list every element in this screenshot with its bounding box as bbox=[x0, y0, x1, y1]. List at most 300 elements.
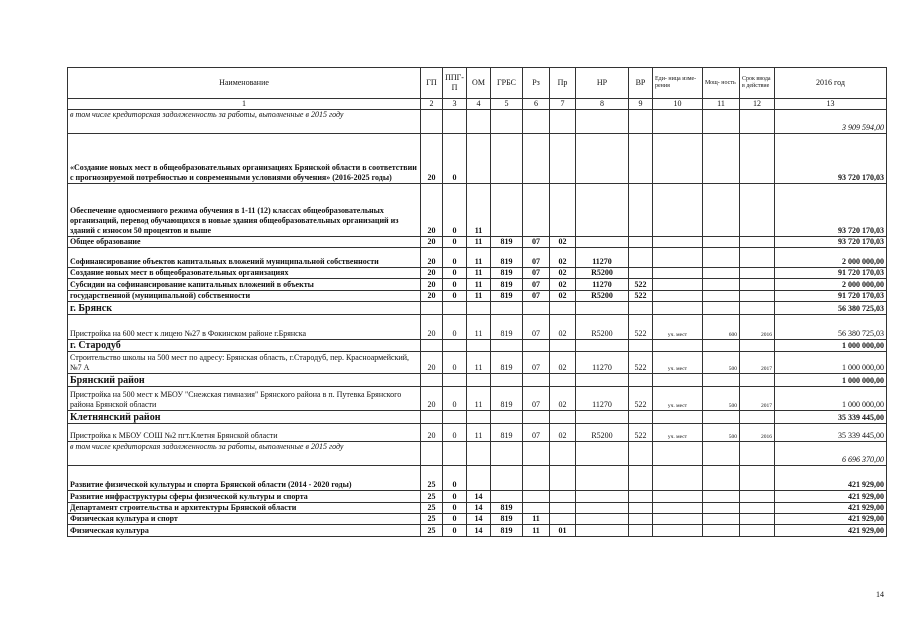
pr-cell: 02 bbox=[550, 315, 576, 340]
grbs-cell bbox=[491, 302, 523, 315]
row-name: в том числе кредиторская задолженность за работы, выполненные в 2015 году bbox=[68, 110, 421, 134]
pr-cell: 02 bbox=[550, 387, 576, 411]
sum-cell: 3 909 594,00 bbox=[775, 110, 887, 134]
grbs-cell: 819 bbox=[491, 237, 523, 248]
grbs-cell: 819 bbox=[491, 248, 523, 268]
nr-cell bbox=[576, 302, 629, 315]
gp-cell: 20 bbox=[421, 237, 443, 248]
om-cell bbox=[467, 110, 491, 134]
table-row bbox=[68, 503, 887, 514]
nr-cell bbox=[576, 525, 629, 537]
pr-cell: 02 bbox=[550, 268, 576, 279]
nr-cell: R5200 bbox=[576, 268, 629, 279]
vr-cell: 522 bbox=[629, 279, 653, 291]
vr-cell: 522 bbox=[629, 352, 653, 374]
rz-cell: 07 bbox=[523, 291, 550, 302]
rz-cell: 07 bbox=[523, 248, 550, 268]
sum-cell: 1 000 000,00 bbox=[775, 374, 887, 387]
ppgp-cell bbox=[443, 110, 467, 134]
sum-cell: 91 720 170,03 bbox=[775, 291, 887, 302]
unit-cell bbox=[653, 503, 703, 514]
table-row bbox=[68, 514, 887, 525]
om-cell: 11 bbox=[467, 268, 491, 279]
unit-cell bbox=[653, 110, 703, 134]
gp-cell: 20 bbox=[421, 184, 443, 237]
col-number: 5 bbox=[491, 99, 523, 110]
grbs-cell: 819 bbox=[491, 503, 523, 514]
unit-cell bbox=[653, 525, 703, 537]
vr-cell bbox=[629, 503, 653, 514]
capacity-cell bbox=[703, 466, 740, 491]
col-number: 4 bbox=[467, 99, 491, 110]
rz-cell bbox=[523, 134, 550, 184]
om-cell: 11 bbox=[467, 424, 491, 442]
om-cell: 11 bbox=[467, 279, 491, 291]
nr-cell: R5200 bbox=[576, 315, 629, 340]
pr-cell bbox=[550, 503, 576, 514]
nr-cell bbox=[576, 110, 629, 134]
sum-cell: 56 380 725,03 bbox=[775, 302, 887, 315]
rz-cell bbox=[523, 491, 550, 503]
col-number: 7 bbox=[550, 99, 576, 110]
table-row bbox=[68, 248, 887, 268]
deadline-cell: 2017 bbox=[740, 387, 775, 411]
capacity-cell bbox=[703, 291, 740, 302]
sum-cell: 421 929,00 bbox=[775, 525, 887, 537]
pr-cell: 01 bbox=[550, 525, 576, 537]
pr-cell bbox=[550, 134, 576, 184]
nr-cell bbox=[576, 442, 629, 466]
om-cell bbox=[467, 302, 491, 315]
rz-cell: 07 bbox=[523, 279, 550, 291]
vr-cell bbox=[629, 110, 653, 134]
table-row bbox=[68, 237, 887, 248]
row-name: Создание новых мест в общеобразовательных организациях bbox=[68, 268, 421, 279]
table-row bbox=[68, 268, 887, 279]
unit-cell bbox=[653, 466, 703, 491]
nr-cell bbox=[576, 514, 629, 525]
rz-cell bbox=[523, 340, 550, 352]
deadline-cell: 2017 bbox=[740, 352, 775, 374]
unit-cell bbox=[653, 134, 703, 184]
nr-cell bbox=[576, 491, 629, 503]
nr-cell: R5200 bbox=[576, 424, 629, 442]
ppgp-cell: 0 bbox=[443, 279, 467, 291]
unit-cell bbox=[653, 237, 703, 248]
ppgp-cell: 0 bbox=[443, 514, 467, 525]
sum-cell: 1 000 000,00 bbox=[775, 387, 887, 411]
pr-cell bbox=[550, 110, 576, 134]
gp-cell bbox=[421, 340, 443, 352]
gp-cell: 20 bbox=[421, 315, 443, 340]
gp-cell: 20 bbox=[421, 424, 443, 442]
nr-cell bbox=[576, 134, 629, 184]
unit-cell bbox=[653, 374, 703, 387]
ppgp-cell: 0 bbox=[443, 184, 467, 237]
rz-cell bbox=[523, 442, 550, 466]
nr-cell bbox=[576, 411, 629, 424]
sum-cell: 1 000 000,00 bbox=[775, 352, 887, 374]
rz-cell: 11 bbox=[523, 525, 550, 537]
capacity-cell bbox=[703, 411, 740, 424]
col-grbs-header: ГРБС bbox=[491, 68, 523, 99]
grbs-cell bbox=[491, 491, 523, 503]
table-row bbox=[68, 525, 887, 537]
grbs-cell bbox=[491, 442, 523, 466]
om-cell: 11 bbox=[467, 248, 491, 268]
grbs-cell: 819 bbox=[491, 424, 523, 442]
nr-cell: 11270 bbox=[576, 387, 629, 411]
rz-cell: 11 bbox=[523, 514, 550, 525]
gp-cell: 20 bbox=[421, 291, 443, 302]
budget-table bbox=[67, 67, 887, 537]
deadline-cell bbox=[740, 340, 775, 352]
col-number: 12 bbox=[740, 99, 775, 110]
col-number: 9 bbox=[629, 99, 653, 110]
vr-cell: 522 bbox=[629, 315, 653, 340]
table-row bbox=[68, 340, 887, 352]
row-name: г. Брянск bbox=[68, 302, 421, 315]
deadline-cell bbox=[740, 184, 775, 237]
grbs-cell bbox=[491, 374, 523, 387]
sum-cell: 2 000 000,00 bbox=[775, 279, 887, 291]
row-name: Физическая культура bbox=[68, 525, 421, 537]
deadline-cell bbox=[740, 302, 775, 315]
col-nr-header: НР bbox=[576, 68, 629, 99]
vr-cell bbox=[629, 340, 653, 352]
capacity-cell bbox=[703, 110, 740, 134]
sum-cell: 91 720 170,03 bbox=[775, 268, 887, 279]
ppgp-cell: 0 bbox=[443, 387, 467, 411]
capacity-cell bbox=[703, 442, 740, 466]
unit-cell: уч. мест bbox=[653, 315, 703, 340]
capacity-cell bbox=[703, 248, 740, 268]
pr-cell bbox=[550, 184, 576, 237]
om-cell: 14 bbox=[467, 514, 491, 525]
pr-cell: 02 bbox=[550, 291, 576, 302]
row-name: Софинансирование объектов капитальных вложений муниципальной собственности bbox=[68, 248, 421, 268]
vr-cell bbox=[629, 514, 653, 525]
deadline-cell bbox=[740, 491, 775, 503]
capacity-cell bbox=[703, 514, 740, 525]
deadline-cell bbox=[740, 110, 775, 134]
vr-cell bbox=[629, 184, 653, 237]
row-name: Пристройка на 600 мест к лицею №27 в Фокинском районе г.Брянска bbox=[68, 315, 421, 340]
sum-cell: 421 929,00 bbox=[775, 514, 887, 525]
ppgp-cell: 0 bbox=[443, 268, 467, 279]
deadline-cell bbox=[740, 134, 775, 184]
unit-cell bbox=[653, 340, 703, 352]
rz-cell: 07 bbox=[523, 315, 550, 340]
unit-cell bbox=[653, 514, 703, 525]
row-name: г. Стародуб bbox=[68, 340, 421, 352]
om-cell bbox=[467, 374, 491, 387]
rz-cell bbox=[523, 411, 550, 424]
unit-cell bbox=[653, 268, 703, 279]
pr-cell bbox=[550, 514, 576, 525]
deadline-cell bbox=[740, 411, 775, 424]
table-row bbox=[68, 491, 887, 503]
om-cell bbox=[467, 340, 491, 352]
grbs-cell: 819 bbox=[491, 291, 523, 302]
table-row bbox=[68, 442, 887, 466]
table-row bbox=[68, 302, 887, 315]
gp-cell: 25 bbox=[421, 491, 443, 503]
col-gp-header: ГП bbox=[421, 68, 443, 99]
deadline-cell bbox=[740, 279, 775, 291]
capacity-cell bbox=[703, 340, 740, 352]
col-number: 13 bbox=[775, 99, 887, 110]
col-number: 1 bbox=[68, 99, 421, 110]
om-cell: 11 bbox=[467, 237, 491, 248]
capacity-cell bbox=[703, 525, 740, 537]
rz-cell bbox=[523, 302, 550, 315]
grbs-cell: 819 bbox=[491, 315, 523, 340]
table-row bbox=[68, 315, 887, 340]
ppgp-cell: 0 bbox=[443, 525, 467, 537]
nr-cell bbox=[576, 503, 629, 514]
table-row bbox=[68, 291, 887, 302]
vr-cell: 522 bbox=[629, 291, 653, 302]
sum-cell: 93 720 170,03 bbox=[775, 134, 887, 184]
col-year-header: 2016 год bbox=[775, 68, 887, 99]
rz-cell: 07 bbox=[523, 268, 550, 279]
vr-cell bbox=[629, 237, 653, 248]
ppgp-cell: 0 bbox=[443, 466, 467, 491]
om-cell: 11 bbox=[467, 352, 491, 374]
ppgp-cell: 0 bbox=[443, 237, 467, 248]
deadline-cell bbox=[740, 514, 775, 525]
sum-cell: 35 339 445,00 bbox=[775, 424, 887, 442]
pr-cell: 02 bbox=[550, 237, 576, 248]
table-row bbox=[68, 411, 887, 424]
col-number: 3 bbox=[443, 99, 467, 110]
capacity-cell: 500 bbox=[703, 352, 740, 374]
col-unit-header: Еди- ница изме- рения bbox=[653, 68, 703, 99]
vr-cell bbox=[629, 491, 653, 503]
unit-cell bbox=[653, 184, 703, 237]
deadline-cell: 2016 bbox=[740, 424, 775, 442]
table-row bbox=[68, 466, 887, 491]
deadline-cell bbox=[740, 525, 775, 537]
om-cell: 11 bbox=[467, 184, 491, 237]
col-vr-header: ВР bbox=[629, 68, 653, 99]
ppgp-cell: 0 bbox=[443, 248, 467, 268]
gp-cell: 20 bbox=[421, 268, 443, 279]
deadline-cell bbox=[740, 442, 775, 466]
grbs-cell: 819 bbox=[491, 268, 523, 279]
unit-cell bbox=[653, 248, 703, 268]
gp-cell: 20 bbox=[421, 387, 443, 411]
pr-cell bbox=[550, 466, 576, 491]
col-deadline-header: Срок ввода в действие bbox=[740, 68, 775, 99]
table-row bbox=[68, 110, 887, 134]
row-name: Департамент строительства и архитектуры Брянской области bbox=[68, 503, 421, 514]
sum-cell: 2 000 000,00 bbox=[775, 248, 887, 268]
table-row bbox=[68, 279, 887, 291]
pr-cell bbox=[550, 374, 576, 387]
ppgp-cell bbox=[443, 442, 467, 466]
gp-cell: 20 bbox=[421, 248, 443, 268]
capacity-cell bbox=[703, 268, 740, 279]
capacity-cell: 500 bbox=[703, 424, 740, 442]
vr-cell bbox=[629, 248, 653, 268]
row-name: Развитие физической культуры и спорта Брянской области (2014 - 2020 годы) bbox=[68, 466, 421, 491]
om-cell bbox=[467, 466, 491, 491]
table-row bbox=[68, 424, 887, 442]
capacity-cell bbox=[703, 503, 740, 514]
table-row bbox=[68, 387, 887, 411]
col-capacity-header: Мощ- ность bbox=[703, 68, 740, 99]
pr-cell: 02 bbox=[550, 424, 576, 442]
col-number: 11 bbox=[703, 99, 740, 110]
row-name: Общее образование bbox=[68, 237, 421, 248]
sum-cell: 35 339 445,00 bbox=[775, 411, 887, 424]
pr-cell bbox=[550, 302, 576, 315]
capacity-cell bbox=[703, 279, 740, 291]
nr-cell bbox=[576, 340, 629, 352]
col-pr-header: Пр bbox=[550, 68, 576, 99]
grbs-cell: 819 bbox=[491, 514, 523, 525]
deadline-cell bbox=[740, 248, 775, 268]
gp-cell: 25 bbox=[421, 525, 443, 537]
grbs-cell bbox=[491, 110, 523, 134]
nr-cell: 11270 bbox=[576, 352, 629, 374]
row-name: Брянский район bbox=[68, 374, 421, 387]
gp-cell bbox=[421, 411, 443, 424]
nr-cell: 11270 bbox=[576, 279, 629, 291]
capacity-cell bbox=[703, 491, 740, 503]
col-name-header: Наименование bbox=[68, 68, 421, 99]
pr-cell: 02 bbox=[550, 279, 576, 291]
grbs-cell bbox=[491, 466, 523, 491]
grbs-cell bbox=[491, 411, 523, 424]
row-name: Пристройка к МБОУ СОШ №2 пгт.Клетня Брянской области bbox=[68, 424, 421, 442]
gp-cell: 20 bbox=[421, 134, 443, 184]
ppgp-cell bbox=[443, 374, 467, 387]
nr-cell: 11270 bbox=[576, 248, 629, 268]
unit-cell bbox=[653, 491, 703, 503]
gp-cell: 20 bbox=[421, 352, 443, 374]
table-row bbox=[68, 134, 887, 184]
unit-cell: уч. мест bbox=[653, 352, 703, 374]
vr-cell bbox=[629, 302, 653, 315]
ppgp-cell: 0 bbox=[443, 491, 467, 503]
sum-cell: 93 720 170,03 bbox=[775, 237, 887, 248]
rz-cell: 07 bbox=[523, 424, 550, 442]
row-name: Развитие инфраструктуры сферы физической культуры и спорта bbox=[68, 491, 421, 503]
col-number: 10 bbox=[653, 99, 703, 110]
capacity-cell: 500 bbox=[703, 387, 740, 411]
rz-cell: 07 bbox=[523, 387, 550, 411]
rz-cell bbox=[523, 374, 550, 387]
deadline-cell: 2016 bbox=[740, 315, 775, 340]
row-name: Строительство школы на 500 мест по адресу: Брянская область, г.Стародуб, пер. Красноармейский, №7 А bbox=[68, 352, 421, 374]
nr-cell bbox=[576, 466, 629, 491]
pr-cell bbox=[550, 442, 576, 466]
vr-cell bbox=[629, 442, 653, 466]
ppgp-cell: 0 bbox=[443, 291, 467, 302]
vr-cell bbox=[629, 466, 653, 491]
vr-cell bbox=[629, 374, 653, 387]
pr-cell bbox=[550, 411, 576, 424]
nr-cell bbox=[576, 374, 629, 387]
vr-cell bbox=[629, 268, 653, 279]
row-name: в том числе кредиторская задолженность за работы, выполненные в 2015 году bbox=[68, 442, 421, 466]
ppgp-cell: 0 bbox=[443, 315, 467, 340]
ppgp-cell: 0 bbox=[443, 134, 467, 184]
budget-table-page bbox=[67, 67, 886, 537]
gp-cell: 20 bbox=[421, 279, 443, 291]
row-name: Пристройка на 500 мест к МБОУ "Снежская гимназия" Брянского района в п. Путевка Брянского района Брянской области bbox=[68, 387, 421, 411]
om-cell: 11 bbox=[467, 291, 491, 302]
table-body bbox=[68, 110, 887, 537]
grbs-cell: 819 bbox=[491, 279, 523, 291]
col-ppgp-header: ППГ-П bbox=[443, 68, 467, 99]
row-name: Клетнянский район bbox=[68, 411, 421, 424]
unit-cell: уч. мест bbox=[653, 387, 703, 411]
gp-cell: 25 bbox=[421, 466, 443, 491]
col-rz-header: Рз bbox=[523, 68, 550, 99]
sum-cell: 6 696 370,00 bbox=[775, 442, 887, 466]
rz-cell bbox=[523, 184, 550, 237]
grbs-cell: 819 bbox=[491, 525, 523, 537]
capacity-cell bbox=[703, 237, 740, 248]
gp-cell: 25 bbox=[421, 503, 443, 514]
om-cell: 14 bbox=[467, 491, 491, 503]
gp-cell bbox=[421, 374, 443, 387]
unit-cell: уч. мест bbox=[653, 424, 703, 442]
nr-cell: R5200 bbox=[576, 291, 629, 302]
col-om-header: ОМ bbox=[467, 68, 491, 99]
om-cell: 11 bbox=[467, 387, 491, 411]
col-number: 8 bbox=[576, 99, 629, 110]
unit-cell bbox=[653, 291, 703, 302]
row-name: Обеспечение односменного режима обучения в 1-11 (12) классах общеобразовательных организаций, перевод обучающихся в новые здания общеобразовательных организаций из зданий с износом 50 процентов и выше bbox=[68, 184, 421, 237]
ppgp-cell bbox=[443, 302, 467, 315]
capacity-cell: 600 bbox=[703, 315, 740, 340]
ppgp-cell bbox=[443, 411, 467, 424]
unit-cell bbox=[653, 411, 703, 424]
sum-cell: 421 929,00 bbox=[775, 491, 887, 503]
deadline-cell bbox=[740, 466, 775, 491]
om-cell: 11 bbox=[467, 315, 491, 340]
unit-cell bbox=[653, 302, 703, 315]
row-name: Субсидии на софинансирование капитальных вложений в объекты bbox=[68, 279, 421, 291]
header-row bbox=[68, 68, 887, 99]
ppgp-cell: 0 bbox=[443, 424, 467, 442]
grbs-cell bbox=[491, 340, 523, 352]
om-cell bbox=[467, 411, 491, 424]
grbs-cell bbox=[491, 184, 523, 237]
vr-cell bbox=[629, 525, 653, 537]
capacity-cell bbox=[703, 302, 740, 315]
col-number: 2 bbox=[421, 99, 443, 110]
sum-cell: 1 000 000,00 bbox=[775, 340, 887, 352]
gp-cell: 25 bbox=[421, 514, 443, 525]
gp-cell bbox=[421, 110, 443, 134]
rz-cell bbox=[523, 466, 550, 491]
ppgp-cell: 0 bbox=[443, 503, 467, 514]
deadline-cell bbox=[740, 237, 775, 248]
unit-cell bbox=[653, 279, 703, 291]
page-number: 14 bbox=[876, 590, 884, 599]
pr-cell bbox=[550, 340, 576, 352]
rz-cell: 07 bbox=[523, 237, 550, 248]
column-number-row bbox=[68, 99, 887, 110]
row-name: государственной (муниципальной) собственности bbox=[68, 291, 421, 302]
grbs-cell: 819 bbox=[491, 387, 523, 411]
